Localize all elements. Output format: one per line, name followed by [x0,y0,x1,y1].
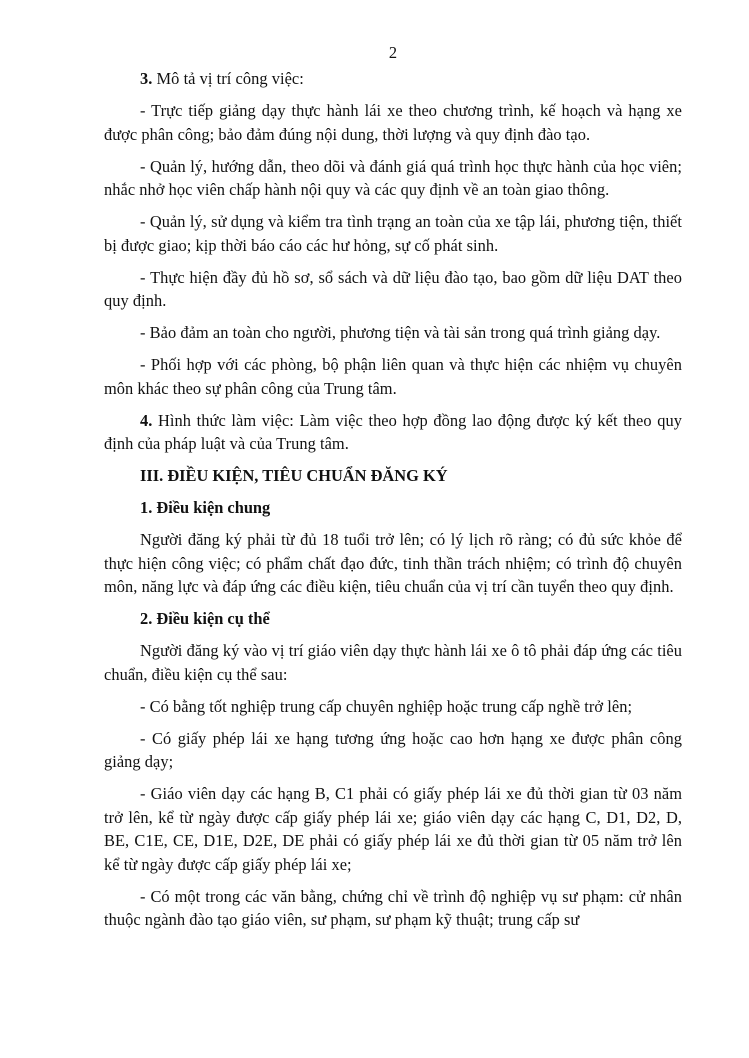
heading-text: 2. Điều kiện cụ thể [140,609,270,628]
paragraph-text: Mô tả vị trí công việc: [152,69,304,88]
numbered-paragraph [104,67,682,91]
section-heading [104,607,682,631]
paragraph: - Phối hợp với các phòng, bộ phận liên quan và thực hiện các nhiệm vụ chuyên môn khác theo sự phân công của Trung tâm. [104,355,682,398]
section-heading [104,496,682,520]
paragraph: - Trực tiếp giảng dạy thực hành lái xe theo chương trình, kế hoạch và hạng xe được phân công; bảo đảm đúng nội dung, thời lượng và quy định đào tạo. [104,101,682,144]
numbered-paragraph [104,409,682,456]
paragraph-text: Hình thức làm việc: Làm việc theo hợp đồng lao động được ký kết theo quy định của pháp luật và của Trung tâm. [104,410,682,453]
paragraph: - Bảo đảm an toàn cho người, phương tiện và tài sản trong quá trình giảng dạy. [140,323,661,342]
page-number: 2 [388,43,398,62]
heading-text: III. ĐIỀU KIỆN, TIÊU CHUẨN ĐĂNG KÝ [140,466,448,485]
item-number: 3. [140,69,153,88]
item-number: 4. [140,410,153,430]
paragraph: - Quản lý, sử dụng và kiểm tra tình trạng an toàn của xe tập lái, phương tiện, thiết bị được giao; kịp thời báo cáo các hư hỏng, sự cố phát sinh. [104,212,682,255]
paragraph: - Có bằng tốt nghiệp trung cấp chuyên nghiệp hoặc trung cấp nghề trở lên; [140,696,633,716]
paragraph: - Có một trong các văn bằng, chứng chỉ về trình độ nghiệp vụ sư phạm: cử nhân thuộc ngành đào tạo giáo viên, sư phạm, sư phạm kỹ thuật; trung cấp sư [104,886,682,929]
section-heading [104,464,682,488]
heading-text: 1. Điều kiện chung [140,498,271,517]
paragraph: - Quản lý, hướng dẫn, theo dõi và đánh giá quá trình học thực hành của học viên; nhắc nhở học viên chấp hành nội quy và các quy định về an toàn giao thông. [104,156,682,199]
paragraph: Người đăng ký vào vị trí giáo viên dạy thực hành lái xe ô tô phải đáp ứng các tiêu chuẩn, điều kiện cụ thể sau: [104,641,682,684]
document-page [104,40,682,940]
paragraph: - Thực hiện đầy đủ hồ sơ, sổ sách và dữ liệu đào tạo, bao gồm dữ liệu DAT theo quy định. [104,267,682,310]
document-body [104,67,682,932]
paragraph: - Có giấy phép lái xe hạng tương ứng hoặc cao hơn hạng xe được phân công giảng dạy; [104,728,682,771]
paragraph: Người đăng ký phải từ đủ 18 tuổi trở lên; có lý lịch rõ ràng; có đủ sức khỏe để thực hiện công việc; có phẩm chất đạo đức, tinh thần trách nhiệm; có trình độ chuyên môn, năng lực và đáp ứng các điều kiện, tiêu chuẩn của vị trí cần tuyển theo quy định. [104,530,682,596]
paragraph: - Giáo viên dạy các hạng B, C1 phải có giấy phép lái xe đủ thời gian từ 03 năm trở lên, kể từ ngày được cấp giấy phép lái xe; giáo viên dạy các hạng C, D1, D2, D, BE, C1E, CE, D1E, D2E, DE phải có giấy phép lái xe đủ thời gian từ 05 năm trở lên kể từ ngày được cấp giấy phép lái xe; [104,784,682,874]
